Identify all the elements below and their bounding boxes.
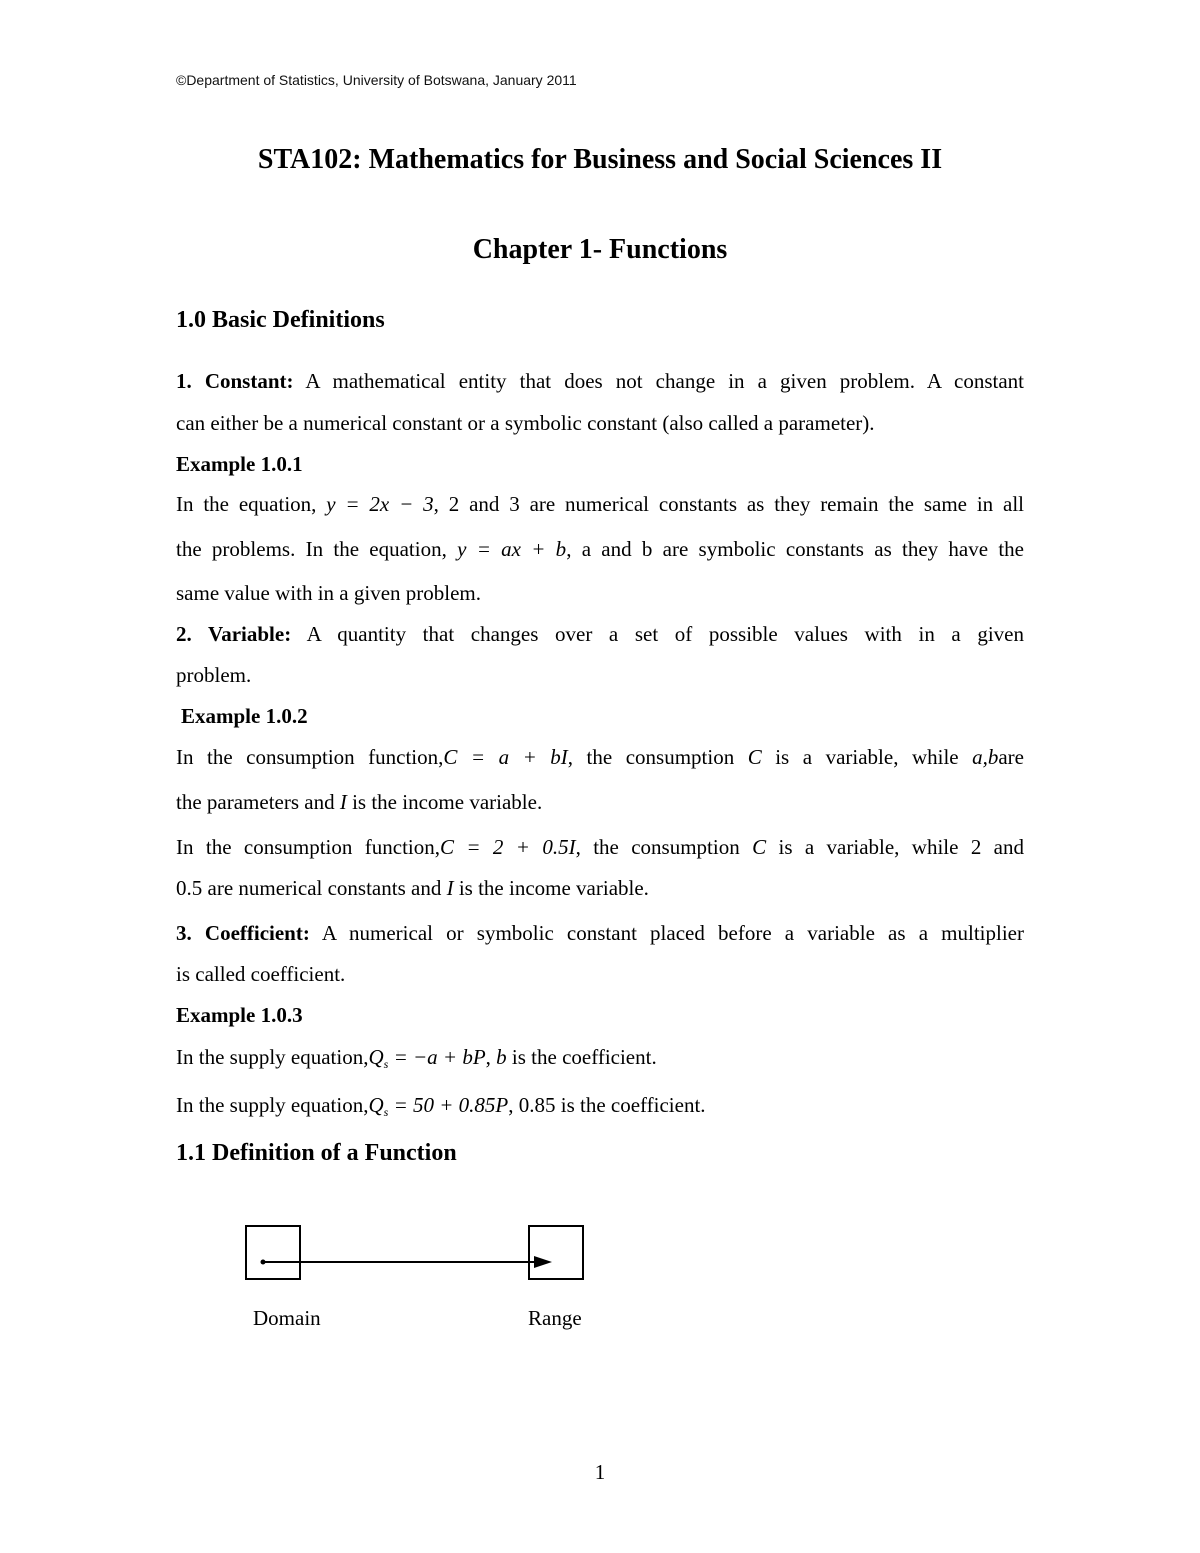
- equation: C = a + bI: [443, 745, 568, 769]
- example-text: , 0.85 is the coefficient.: [508, 1093, 706, 1117]
- example-text: is a variable, while: [761, 745, 973, 769]
- example-text: is the income variable.: [453, 876, 649, 900]
- equation: Q: [368, 1045, 384, 1069]
- coefficient-definition-text: A numerical or symbolic constant placed before a variable as a multiplier: [309, 921, 1024, 945]
- example-1-0-2-line3: [176, 835, 1024, 860]
- example-text: 0.5 are numerical constants and: [176, 876, 447, 900]
- course-title: STA102: Mathematics for Business and Social Sciences II: [257, 144, 943, 175]
- example-text: , the consumption: [575, 835, 753, 859]
- example-text: In the equation,: [176, 492, 327, 516]
- example-1-0-2-label: Example 1.0.2: [181, 704, 308, 728]
- example-1-0-1-label: Example 1.0.1: [176, 452, 303, 476]
- page-number: 1: [594, 1460, 606, 1484]
- example-text: In the supply equation,: [176, 1093, 369, 1117]
- parameter-symbols: a,b: [972, 745, 999, 769]
- variable-symbol: C: [747, 745, 762, 769]
- equation: C = 2 + 0.5I: [440, 835, 576, 859]
- chapter-title: Chapter 1- Functions: [472, 234, 728, 265]
- equation: y = 2x − 3: [326, 492, 434, 516]
- section-heading-basic-definitions: 1.0 Basic Definitions: [176, 307, 385, 333]
- example-1-0-1-line2: [176, 537, 1024, 562]
- constant-definition-line1: [176, 369, 1024, 394]
- mapping-arrow: [255, 1252, 565, 1272]
- example-text: , 2 and 3 are numerical constants as they remain the same in all: [433, 492, 1025, 516]
- subscript: s: [383, 1057, 389, 1071]
- coefficient-definition-line1: [176, 921, 1024, 946]
- example-1-0-3-label: Example 1.0.3: [176, 1003, 303, 1027]
- example-text: is the income variable.: [346, 790, 543, 814]
- constant-definition-line2: can either be a numerical constant or a symbolic constant (also called a parameter).: [176, 411, 875, 435]
- example-1-0-2-line4: [176, 876, 1024, 901]
- example-1-0-1-line1: [176, 492, 1024, 517]
- example-text: the parameters and: [176, 790, 340, 814]
- example-text: is the coefficient.: [506, 1045, 657, 1069]
- constant-definition-text: A mathematical entity that does not change in a given problem. A constant: [293, 369, 1024, 393]
- variable-symbol: I: [446, 876, 454, 900]
- example-text: , the consumption: [567, 745, 748, 769]
- subscript: s: [383, 1105, 389, 1119]
- variable-term: 2. Variable:: [176, 622, 292, 646]
- variable-symbol: I: [339, 790, 347, 814]
- page-header: ©Department of Statistics, University of Botswana, January 2011: [176, 72, 577, 88]
- example-1-0-1-line3: same value with in a given problem.: [176, 581, 482, 605]
- constant-term: 1. Constant:: [176, 369, 294, 393]
- variable-symbol: C: [752, 835, 767, 859]
- coefficient-term: 3. Coefficient:: [176, 921, 310, 945]
- equation: = −a + bP: [388, 1045, 486, 1069]
- example-text: are: [998, 745, 1024, 769]
- equation: = 50 + 0.85P: [388, 1093, 509, 1117]
- example-1-0-3-line1: [176, 1045, 1024, 1072]
- example-text: ,: [485, 1045, 497, 1069]
- example-1-0-2-line1: [176, 745, 1024, 770]
- variable-definition-text: A quantity that changes over a set of possible values with in a given: [291, 622, 1024, 646]
- example-1-0-2-line2: [176, 790, 1024, 815]
- example-text: , a and b are symbolic constants as they have the: [566, 537, 1025, 561]
- variable-definition-line1: [176, 622, 1024, 647]
- range-label: Range: [528, 1306, 582, 1330]
- example-1-0-3-line2: [176, 1093, 1024, 1120]
- coefficient-symbol: b: [496, 1045, 507, 1069]
- example-text: is a variable, while 2 and: [766, 835, 1025, 859]
- equation: Q: [368, 1093, 384, 1117]
- example-text: In the consumption function,: [176, 745, 444, 769]
- equation: y = ax + b: [457, 537, 567, 561]
- example-text: In the consumption function,: [176, 835, 440, 859]
- domain-label: Domain: [253, 1306, 321, 1330]
- section-heading-definition-of-function: 1.1 Definition of a Function: [176, 1140, 457, 1166]
- example-text: the problems. In the equation,: [176, 537, 458, 561]
- variable-definition-line2: problem.: [176, 663, 252, 687]
- example-text: In the supply equation,: [176, 1045, 369, 1069]
- coefficient-definition-line2: is called coefficient.: [176, 962, 346, 986]
